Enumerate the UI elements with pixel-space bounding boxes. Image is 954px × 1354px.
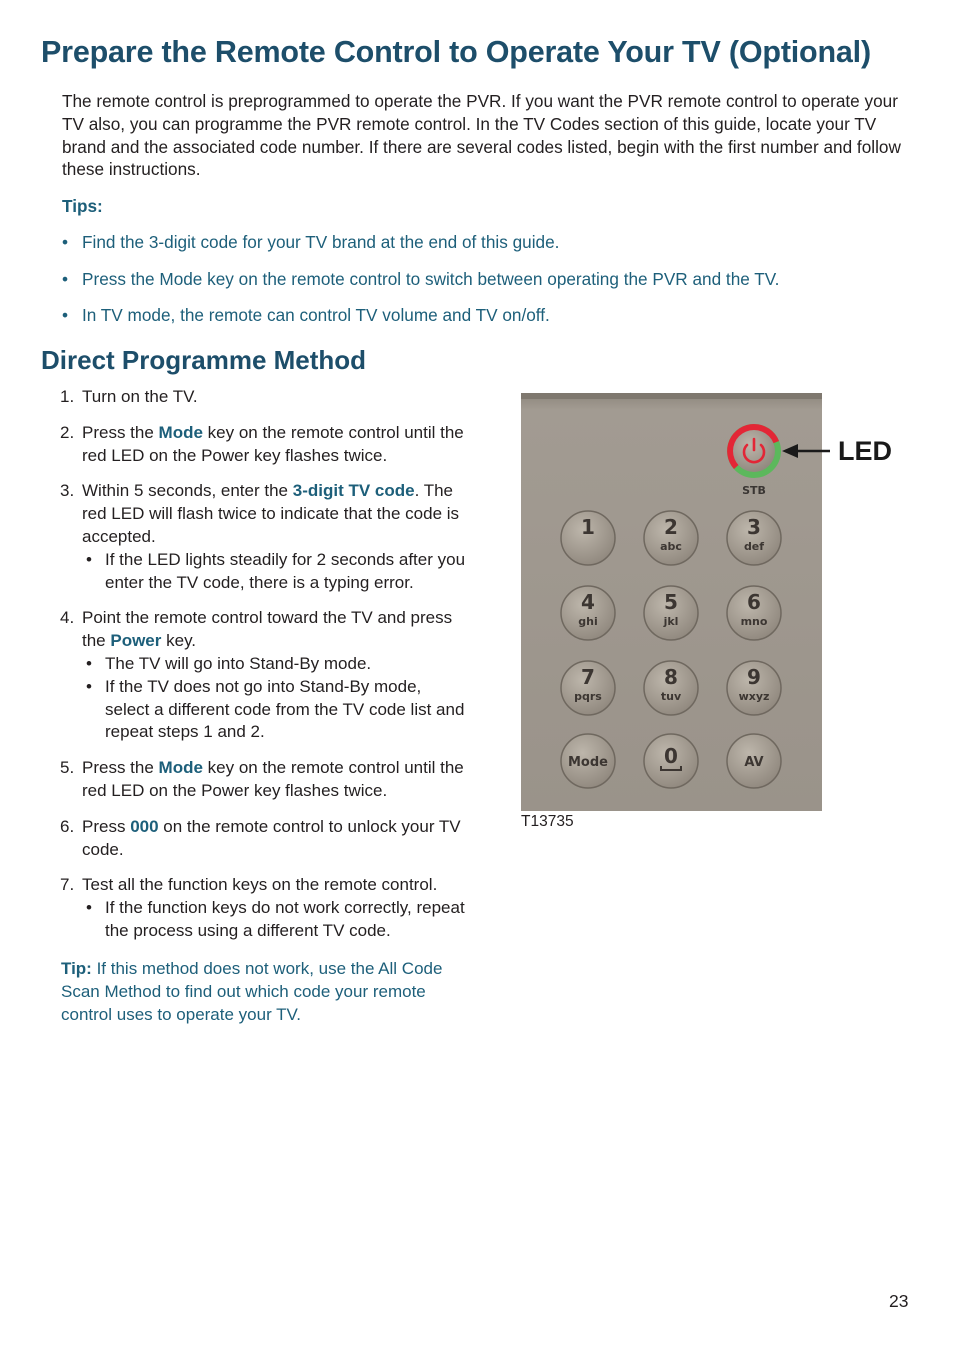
key-letters: jkl [663, 615, 679, 628]
step-text: Press [82, 816, 131, 836]
step-number: 2. [60, 422, 75, 442]
step-item [60, 386, 470, 409]
sub-bullet [82, 676, 470, 744]
final-tip-text: If this method does not work, use the All Code Scan Method to find out which code your remote control uses to operate your TV. [61, 959, 443, 1024]
stb-label: STB [742, 484, 766, 497]
key-label: Mode [568, 755, 608, 770]
bullet: • [86, 898, 92, 918]
key-3 [727, 511, 781, 565]
step-text: Turn on the TV. [82, 387, 198, 406]
key-digit: 7 [581, 665, 595, 689]
intro-paragraph: The remote control is preprogrammed to operate the PVR. If you want the PVR remote control to operate your TV also, you can programme the PVR remote control. In the TV Codes section of this guide, locate your TV brand and the associated code number. If there are several codes listed, begin with the first number and follow these instructions. [62, 91, 901, 180]
steps-list [60, 386, 470, 956]
key-digit: 8 [664, 665, 678, 689]
bullet: • [62, 305, 69, 325]
bullet: • [62, 232, 69, 252]
step-number: 6. [60, 816, 75, 836]
step-text: on the remote control to unlock your TV code. [82, 816, 461, 859]
key-letters: mno [740, 615, 768, 628]
key-digit: 9 [747, 665, 761, 689]
final-tip [61, 958, 461, 1026]
keyword: 3-digit TV code [292, 481, 415, 501]
key-digit: 6 [747, 590, 761, 614]
step-item [60, 874, 470, 942]
keyword: Mode [158, 422, 203, 442]
key-1 [561, 511, 615, 565]
remote-control-figure [520, 393, 900, 813]
power-key [727, 424, 781, 478]
key-digit: 3 [747, 515, 761, 539]
keyword: Mode [158, 758, 203, 778]
step-item [60, 816, 470, 862]
step-text: key. [161, 631, 197, 651]
key-letters: wxyz [738, 690, 770, 703]
key-0 [644, 734, 698, 788]
bullet: • [86, 676, 92, 696]
key-4 [561, 586, 615, 640]
key-digit: 2 [664, 515, 678, 539]
step-text: . The red LED will flash twice to indicate that the code is accepted. [82, 481, 460, 546]
key-digit: 5 [664, 590, 678, 614]
step-number: 1. [60, 387, 75, 406]
step-item [60, 422, 470, 468]
key-mode [561, 734, 615, 788]
bullet: • [86, 653, 92, 673]
step-text: key on the remote control until the red LED on the Power key flashes twice. [82, 758, 464, 800]
step-number: 3. [60, 481, 75, 501]
bullet: • [86, 549, 92, 569]
sub-bullet [82, 653, 470, 676]
step-item [60, 607, 470, 744]
step-text: key on the remote control until the red LED on the Power key flashes twice. [82, 422, 464, 465]
sub-bullet [82, 897, 470, 943]
step-number: 5. [60, 758, 75, 778]
step-text: Test all the function keys on the remote control. [82, 875, 438, 895]
step-text: Point the remote control toward the TV and press the [82, 608, 453, 651]
step-text: Press the [82, 758, 159, 778]
key-digit: 4 [581, 590, 595, 614]
section-heading: Direct Programme Method [41, 345, 367, 375]
key-av [727, 734, 781, 788]
step-item [60, 480, 470, 594]
tip-text: Find the 3-digit code for your TV brand at the end of this guide. [82, 232, 560, 252]
key-letters: pqrs [574, 690, 602, 703]
key-5 [644, 586, 698, 640]
step-number: 4. [60, 608, 75, 628]
key-label: AV [744, 755, 764, 770]
page-number: 23 [889, 1291, 909, 1311]
led-label: LED [838, 436, 892, 466]
step-item [60, 757, 470, 803]
keyword: Power [110, 631, 162, 651]
sub-bullet [82, 549, 470, 595]
figure-caption: T13735 [521, 813, 574, 830]
step-text: Within 5 seconds, enter the [82, 481, 293, 501]
tips-heading: Tips: [62, 196, 103, 216]
step-text: Press the [82, 422, 159, 442]
bullet: • [62, 269, 69, 289]
key-letters: def [743, 540, 765, 553]
key-digit: 0 [664, 744, 678, 768]
sub-bullet-text: If the TV does not go into Stand-By mode, select a different code from the TV code list and repeat steps 1 and 2. [105, 676, 465, 742]
key-7 [561, 661, 615, 715]
key-9 [727, 661, 781, 715]
keyword: 000 [130, 816, 159, 836]
sub-bullet-text: If the function keys do not work correctly, repeat the process using a different TV code. [105, 898, 465, 940]
final-tip-label: Tip: [61, 959, 92, 978]
sub-bullet-text: The TV will go into Stand-By mode. [105, 653, 372, 673]
key-digit: 1 [581, 515, 595, 539]
sub-bullet-text: If the LED lights steadily for 2 seconds after you enter the TV code, there is a typing error. [105, 549, 466, 592]
tip-text: Press the Mode key on the remote control to switch between operating the PVR and the TV. [82, 269, 780, 289]
key-letters: tuv [660, 690, 682, 703]
key-2 [644, 511, 698, 565]
tip-text: In TV mode, the remote can control TV volume and TV on/off. [82, 305, 550, 325]
key-8 [644, 661, 698, 715]
key-letters: abc [660, 540, 682, 553]
step-number: 7. [60, 875, 75, 895]
key-letters: ghi [578, 615, 598, 628]
page-title: Prepare the Remote Control to Operate Your TV (Optional) [41, 35, 871, 69]
key-6 [727, 586, 781, 640]
